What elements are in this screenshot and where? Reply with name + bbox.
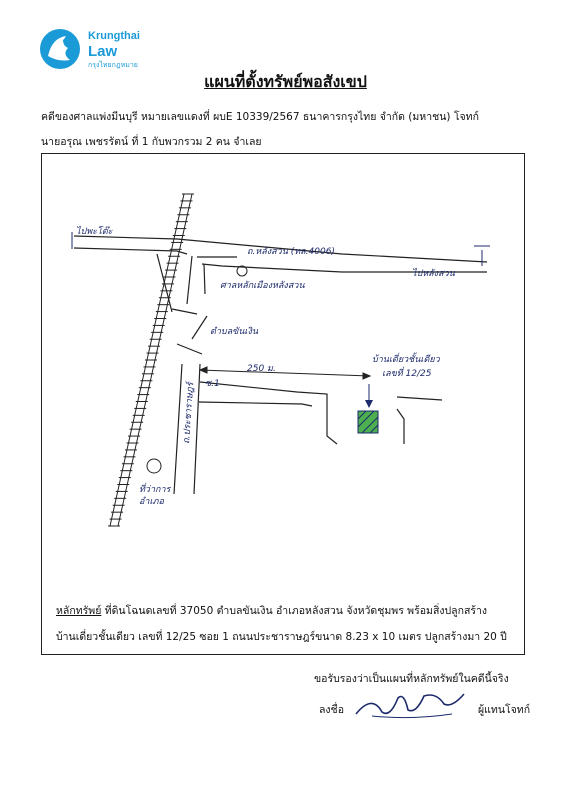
label-main-road: ถ.หลังสวน (ทล.4006) bbox=[247, 247, 335, 257]
collateral-line-1-text: ที่ดินโฉนดเลขที่ 37050 ตำบลขันเงิน อำเภอหลังสวน จังหวัดชุมพร พร้อมสิ่งปลูกสร้าง bbox=[101, 605, 488, 617]
signature bbox=[352, 684, 472, 724]
logo-brand-line1: Krungthai bbox=[88, 30, 140, 42]
map-drawing bbox=[42, 154, 524, 654]
label-road-vertical: ถ.ประชาราษฎร์ bbox=[182, 382, 197, 445]
distance-arrow bbox=[200, 367, 370, 379]
landmark-triangle bbox=[187, 256, 237, 304]
label-road-top-left: ไปพะโต๊ะ bbox=[76, 227, 113, 237]
certify-text: ขอรับรองว่าเป็นแผนที่หลักทรัพย์ในคดีนี้จริง bbox=[314, 673, 509, 685]
page-title: แผนที่ตั้งทรัพย์พอสังเขป bbox=[204, 72, 367, 91]
label-landmark-mid: ตำบลขันเงิน bbox=[210, 327, 259, 337]
logo bbox=[38, 26, 178, 76]
case-line-1: คดีของศาลแพ่งมีนบุรี หมายเลขแดงที่ ผบE 10339/2567 ธนาคารกรุงไทย จำกัด (มหาชน) โจทก์ bbox=[41, 111, 479, 123]
label-soi: ซ.1 bbox=[205, 379, 220, 389]
label-landmark-bottom-1: ที่ว่าการ bbox=[139, 485, 171, 495]
property-marker bbox=[358, 384, 378, 433]
label-road-top-right: ไปหลังสวน bbox=[412, 269, 455, 279]
collateral-lead: หลักทรัพย์ bbox=[56, 605, 102, 617]
collateral-line-2: บ้านเดี่ยวชั้นเดียว เลขที่ 12/25 ซอย 1 ถนนประชาราษฎร์ขนาด 8.23 x 10 เมตร ปลูกสร้างมา 20 ปี bbox=[56, 631, 507, 643]
collateral-line-1 bbox=[56, 602, 487, 619]
label-landmark-top: ศาลหลักเมืองหลังสวน bbox=[220, 281, 305, 291]
landmark-circle-bottom bbox=[147, 459, 161, 473]
label-distance: 250 ม. bbox=[247, 364, 276, 374]
signer-role: ผู้แทนโจทก์ bbox=[478, 704, 531, 716]
logo-brand-sub: กรุงไทยกฎหมาย bbox=[88, 62, 138, 69]
logo-emblem-icon bbox=[38, 26, 82, 72]
case-line-2: นายอรุณ เพชรรัตน์ ที่ 1 กับพวกรวม 2 คน จำเลย bbox=[41, 136, 262, 148]
logo-brand-line2: Law bbox=[88, 43, 118, 60]
map-frame bbox=[41, 153, 525, 655]
junction-roads bbox=[157, 254, 207, 354]
direction-arrow-right bbox=[474, 246, 490, 266]
label-landmark-bottom-2: อำเภอ bbox=[139, 497, 164, 507]
label-property-2: เลขที่ 12/25 bbox=[382, 369, 432, 379]
label-property-1: บ้านเดี่ยวชั้นเดียว bbox=[372, 355, 440, 365]
soi-road bbox=[199, 382, 442, 444]
sign-label: ลงชื่อ bbox=[319, 704, 344, 716]
